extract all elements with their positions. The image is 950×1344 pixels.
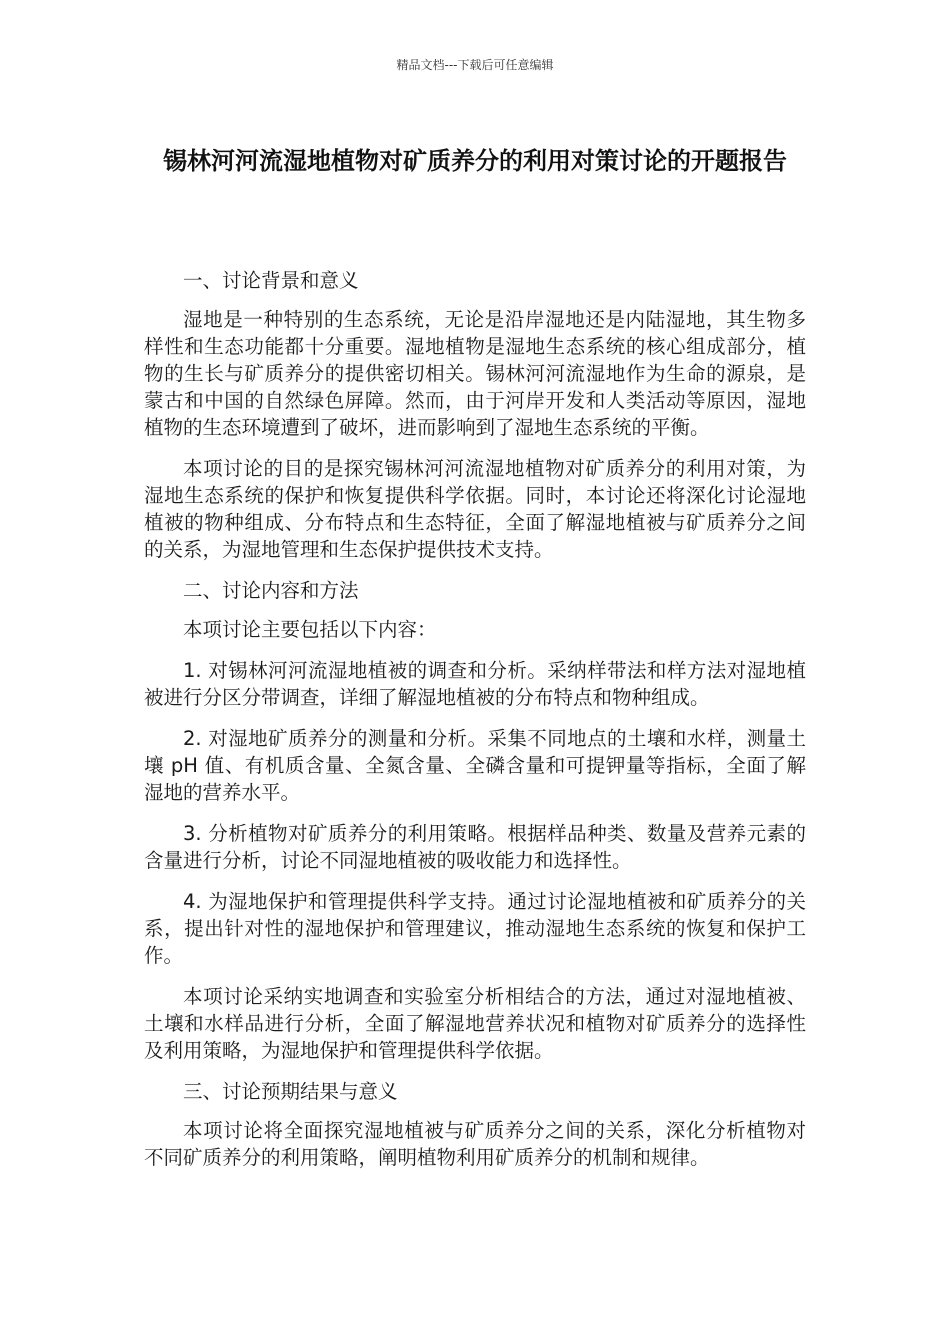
- list-item-4: 4. 为湿地保护和管理提供科学支持。通过讨论湿地植被和矿质养分的关系，提出针对性的湿地保护和管理建议，推动湿地生态系统的恢复和保护工作。: [144, 890, 806, 967]
- list-item-3: 3. 分析植物对矿质养分的利用策略。根据样品种类、数量及营养元素的含量进行分析，讨论不同湿地植被的吸收能力和选择性。: [144, 822, 806, 872]
- paragraph-methods: 本项讨论采纳实地调查和实验室分析相结合的方法，通过对湿地植被、土壤和水样品进行分析，全面了解湿地营养状况和植物对矿质养分的选择性及利用策略，为湿地保护和管理提供科学依据。: [144, 985, 806, 1062]
- section-heading-content-methods: 二、讨论内容和方法: [183, 579, 359, 602]
- paragraph-content-intro: 本项讨论主要包括以下内容：: [183, 618, 437, 641]
- paragraph-expected-results: 本项讨论将全面探究湿地植被与矿质养分之间的关系，深化分析植物对不同矿质养分的利用策略，阐明植物利用矿质养分的机制和规律。: [144, 1119, 806, 1169]
- paragraph-background: 湿地是一种特别的生态系统，无论是沿岸湿地还是内陆湿地，其生物多样性和生态功能都十分重要。湿地植物是湿地生态系统的核心组成部分，植物的生长与矿质养分的提供密切相关。锡林河河流湿地作为生命的源泉，是蒙古和中国的自然绿色屏障。然而，由于河岸开发和人类活动等原因，湿地植物的生态环境遭到了破坏，进而影响到了湿地生态系统的平衡。: [144, 308, 806, 439]
- document-body: [144, 267, 806, 1185]
- list-item-1: 1. 对锡林河河流湿地植被的调查和分析。采纳样带法和样方法对湿地植被进行分区分带调查，详细了解湿地植被的分布特点和物种组成。: [144, 659, 806, 709]
- list-item-2: 2. 对湿地矿质养分的测量和分析。采集不同地点的土壤和水样，测量土壤 pH 值、有机质含量、全氮含量、全磷含量和可提钾量等指标，全面了解湿地的营养水平。: [144, 727, 806, 804]
- section-heading-expected-results: 三、讨论预期结果与意义: [183, 1080, 398, 1103]
- page-header: 精品文档---下载后可任意编辑: [396, 58, 554, 72]
- document-title: 锡林河河流湿地植物对矿质养分的利用对策讨论的开题报告: [163, 147, 787, 175]
- section-heading-background: 一、讨论背景和意义: [183, 269, 359, 292]
- paragraph-purpose: 本项讨论的目的是探究锡林河河流湿地植物对矿质养分的利用对策，为湿地生态系统的保护和恢复提供科学依据。同时，本讨论还将深化讨论湿地植被的物种组成、分布特点和生态特征，全面了解湿地植被与矿质养分之间的关系，为湿地管理和生态保护提供技术支持。: [144, 457, 806, 561]
